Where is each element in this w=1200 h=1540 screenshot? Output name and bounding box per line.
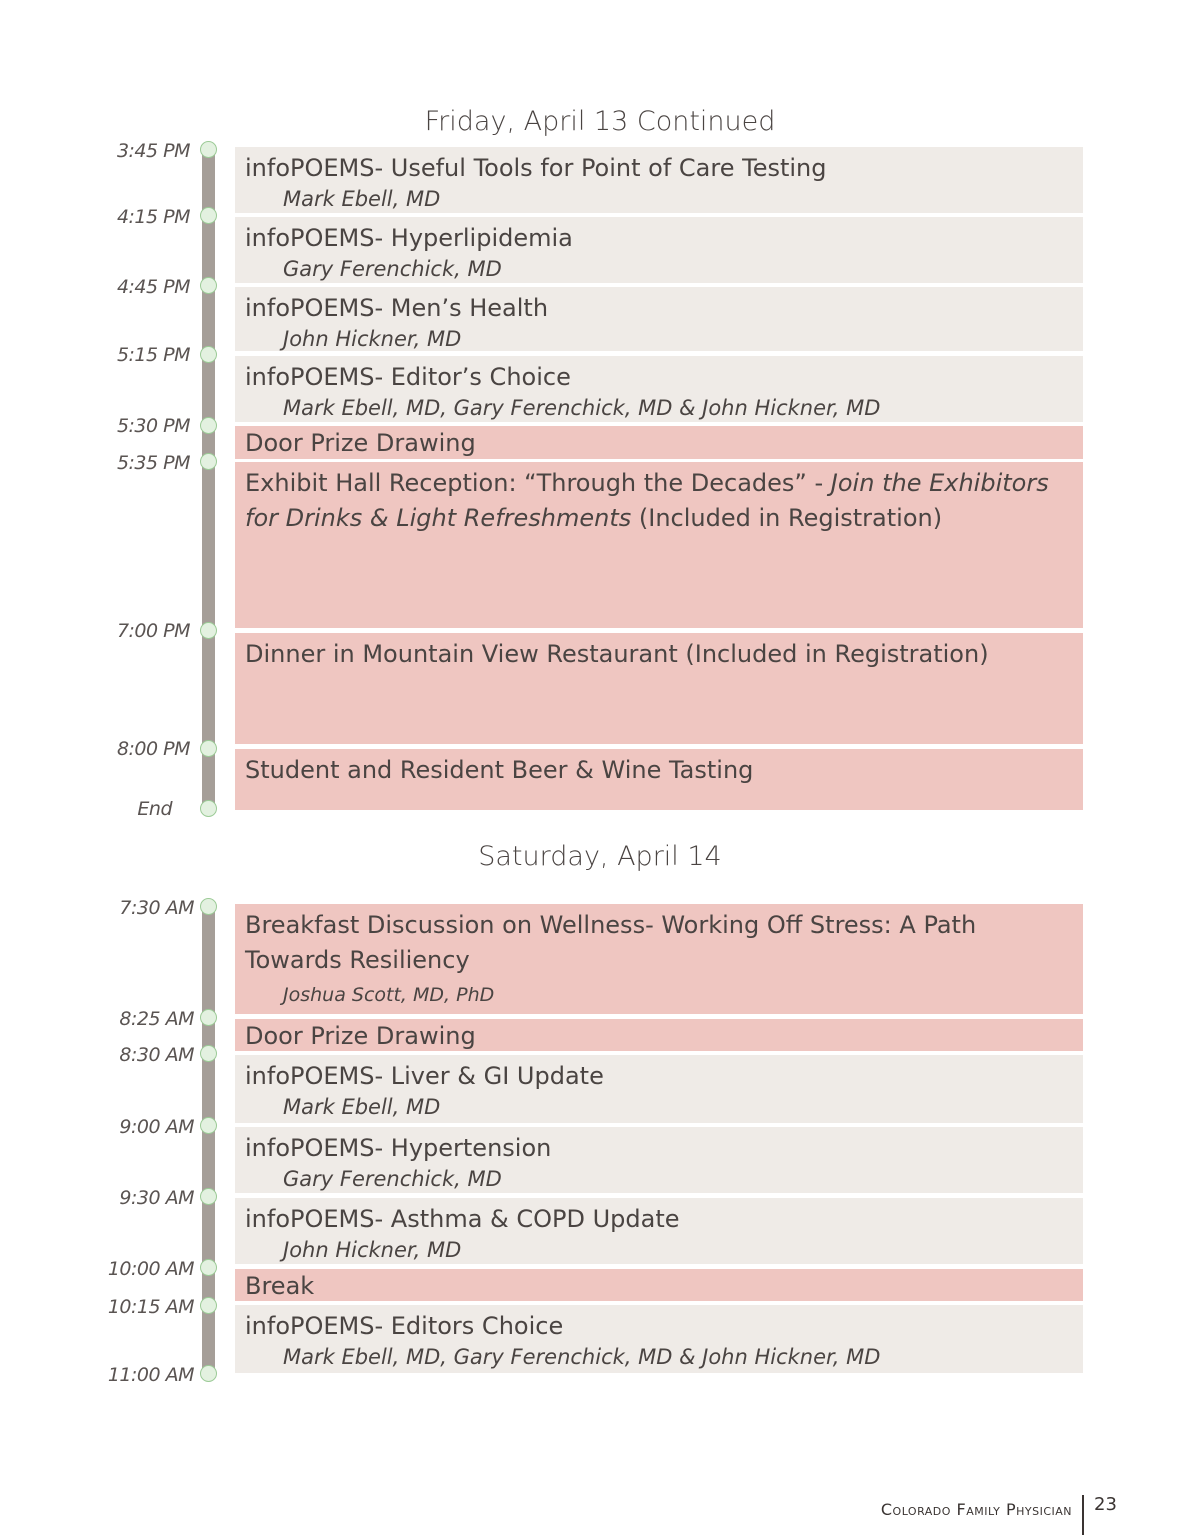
schedule-event [235, 904, 1083, 1014]
event-speaker: Mark Ebell, MD, Gary Ferenchick, MD & John Hickner, MD [283, 396, 881, 420]
event-title: infoPOEMS- Liver & GI Update [245, 1062, 604, 1090]
time-label: 10:15 AM [107, 1296, 194, 1318]
event-title: infoPOEMS- Asthma & COPD Update [245, 1205, 680, 1233]
schedule-event [235, 1269, 1083, 1301]
time-label: 9:30 AM [119, 1187, 194, 1209]
timeline-dot [200, 417, 217, 434]
timeline-rail-friday [202, 150, 215, 808]
event-title: infoPOEMS- Men’s Health [245, 294, 549, 322]
event-speaker: Gary Ferenchick, MD [283, 1167, 502, 1191]
timeline-dot [200, 740, 217, 757]
event-title-italic: Join the Exhibitors for Drinks & Light Refreshments [245, 469, 1049, 532]
footer-divider [1082, 1495, 1084, 1535]
day-title-saturday: Saturday, April 14 [478, 841, 722, 872]
time-label: 4:15 PM [116, 206, 190, 228]
time-label: 10:00 AM [107, 1258, 194, 1280]
schedule-event [235, 749, 1083, 810]
timeline-dot [200, 800, 217, 817]
event-title: Breakfast Discussion on Wellness- Working Off Stress: A Path Towards Resiliency [245, 911, 977, 974]
timeline-dot [200, 1259, 217, 1276]
time-label: 11:00 AM [107, 1364, 194, 1386]
time-label: 9:00 AM [119, 1116, 194, 1138]
event-title: infoPOEMS- Hypertension [245, 1134, 552, 1162]
timeline-dot [200, 346, 217, 363]
event-title: infoPOEMS- Hyperlipidemia [245, 224, 573, 252]
event-title-tail: (Included in Registration) [631, 504, 943, 532]
schedule-event [235, 426, 1083, 459]
time-label: 8:00 PM [116, 738, 190, 760]
schedule-event [235, 462, 1083, 628]
page-number: 23 [1094, 1494, 1117, 1515]
event-title: Door Prize Drawing [245, 429, 476, 457]
timeline-dot [200, 1009, 217, 1026]
schedule-event [235, 356, 1083, 422]
schedule-event [235, 287, 1083, 351]
timeline-dot [200, 1365, 217, 1382]
time-label: 5:30 PM [116, 415, 190, 437]
event-title-main: Exhibit Hall Reception: “Through the Decades” - [245, 469, 831, 497]
time-label: 5:15 PM [116, 344, 190, 366]
time-label-end: End [137, 798, 172, 820]
schedule-event [235, 147, 1083, 213]
timeline-dot [200, 1045, 217, 1062]
timeline-dot [200, 453, 217, 470]
schedule-event [235, 633, 1083, 744]
time-label: 3:45 PM [116, 140, 190, 162]
time-label: 8:30 AM [119, 1044, 194, 1066]
event-title: infoPOEMS- Editors Choice [245, 1312, 564, 1340]
schedule-event [235, 1019, 1083, 1051]
schedule-event [235, 1127, 1083, 1193]
time-label: 7:30 AM [119, 897, 194, 919]
event-speaker: Gary Ferenchick, MD [283, 257, 502, 281]
timeline-dot [200, 277, 217, 294]
schedule-event [235, 217, 1083, 283]
time-label: 8:25 AM [119, 1008, 194, 1030]
event-speaker: Mark Ebell, MD [283, 187, 441, 211]
event-title: infoPOEMS- Useful Tools for Point of Care Testing [245, 154, 827, 182]
timeline-dot [200, 1188, 217, 1205]
time-label: 7:00 PM [116, 620, 190, 642]
footer-publication-name: Colorado Family Physician [880, 1500, 1072, 1519]
event-title: Break [245, 1272, 315, 1300]
schedule-event [235, 1198, 1083, 1264]
timeline-dot [200, 1297, 217, 1314]
timeline-dot [200, 141, 217, 158]
time-label: 4:45 PM [116, 276, 190, 298]
time-label: 5:35 PM [116, 452, 190, 474]
event-speaker: Mark Ebell, MD [283, 1095, 441, 1119]
event-title: Dinner in Mountain View Restaurant (Included in Registration) [245, 640, 989, 668]
event-speaker: Joshua Scott, MD, PhD [283, 984, 495, 1006]
schedule-event [235, 1305, 1083, 1373]
schedule-event [235, 1055, 1083, 1123]
event-speaker: Mark Ebell, MD, Gary Ferenchick, MD & John Hickner, MD [283, 1345, 881, 1369]
event-title: Door Prize Drawing [245, 1022, 476, 1050]
timeline-dot [200, 622, 217, 639]
timeline-dot [200, 1117, 217, 1134]
event-speaker: John Hickner, MD [283, 1238, 462, 1262]
event-title [245, 466, 1073, 536]
day-title-friday: Friday, April 13 Continued [424, 106, 776, 137]
timeline-dot [200, 898, 217, 915]
event-title: Student and Resident Beer & Wine Tasting [245, 756, 754, 784]
event-title: infoPOEMS- Editor’s Choice [245, 363, 571, 391]
timeline-dot [200, 207, 217, 224]
event-speaker: John Hickner, MD [283, 327, 462, 351]
